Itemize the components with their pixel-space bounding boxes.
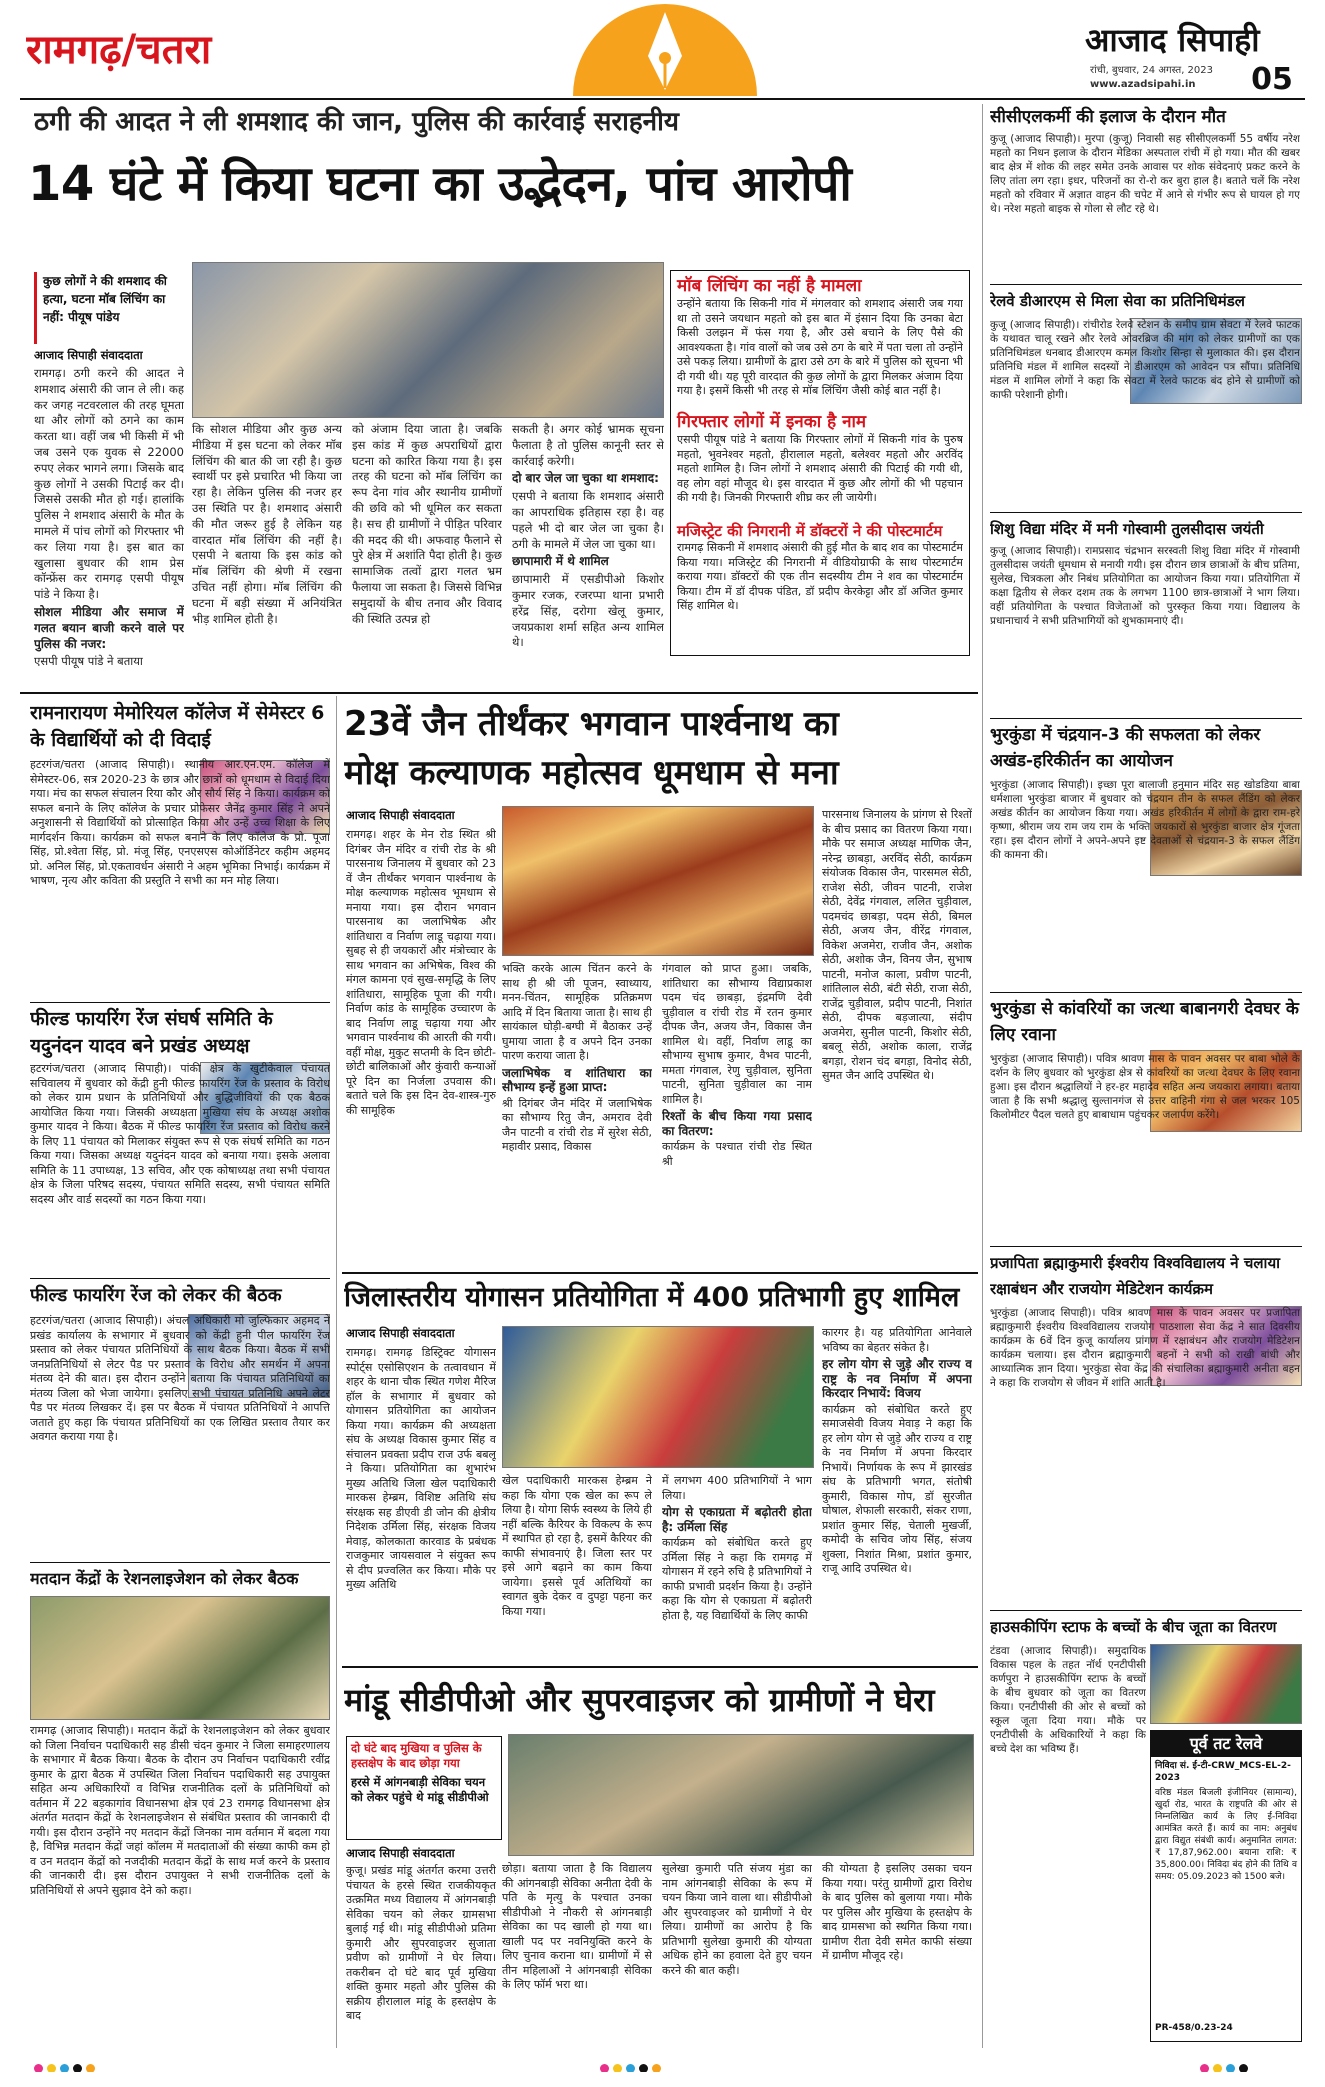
box-mob-lynching-text: उन्होंने बताया कि सिकनी गांव में मंगलवार को शमशाद अंसारी जब गया था तो उसने जयधान महतो को इस बात में इंसान दिया कि उनका बेटा किसी उलझन में फंस गया है, और उसे बचाने के लिए पैसे की आवश्यकता है। गांव वालों को जब उसे ठग के बारे में पता चला तो उन्होंने उसे पकड़ लिया। ग्रामीणों के द्वारा उसे ठग के बारे में पुलिस को सूचना भी दी गयी थी। यह पूरी वारदात की कुछ लोगों के द्वारा मिलकर अंजाम दिया गया है। इसमें किसी भी तरह से मॉब लिंचिंग जैसी कोई बात नहीं है। <box>677 297 963 397</box>
right-r1-text: कुजू (आजाद सिपाही)। मुरपा (कुजू) निवासी सह सीसीएलकर्मी 55 वर्षीय नरेश महतो का निधन इलाज के दौरान मेडिका अस्पताल रांची में हो गया। मौत की खबर बाद क्षेत्र में शोक की लहर समेत उनके आवास पर शोक संवेदनाएं प्रकट करने के लिए तांता लग रहा। इधर, परिजनों का रो-रो कर बुरा हाल है। बताते चलें कि नरेश महतो को रविवार में अज्ञात वाहन की चपेट में आने से गंभीर रूप से घायल हो गए थे। नरेश महतो बाइक से गोला से लौट रहे थे। <box>990 133 1300 215</box>
right-rule-4 <box>990 992 1302 993</box>
lead-col3: को अंजाम दिया जाता है। जबकि इस कांड में कुछ अपराधियों द्वारा घटना को कारित किया गया है। इस तरह की घटना को मॉब लिंचिंग का रूप देना गांव और स्थानीय ग्रामीणों की छवि को भी धूमिल कर सकता है। सच ही ग्रामीणों ने पीड़ित परिवार की मदद की थी। अफवाह फैलाने से पुरे क्षेत्र में अशांति पैदा होती है। कुछ सामाजिक तत्वों द्वारा गलत भ्रम फैलाया जा सकता है। जिससे विभिन्न समुदायों के बीच तनाव और विवाद की स्थिति उत्पन्न हो <box>352 422 502 626</box>
left-s2-text: हटरगंज/चतरा (आजाद सिपाही)। पांकी क्षेत्र के खुटीकेवाल पंचायत सचिवालय में बुधवार को केंद्री हुनी फील्ड फायरिंग रेंज के प्रस्ताव के विरोध को लेकर ग्राम प्रधान के प्रतिनिधियों और बुद्धिजीवियों की एक बैठक आयोजित किया गया। जिसकी अध्यक्षता मुखिया संघ के अध्यक्ष अशोक कुमार यादव ने किया। बैठक में फील्ड फायरिंग रेंज प्रस्ताव को विरोध करने के लिए 11 पंचायत को मिलाकर संयुक्त रूप से एक संघर्ष समिति का गठन किया गया। जिसका अध्यक्ष यदुनंदन यादव को बनाया गया। इसके अलावा समिति के 11 उपाध्यक्ष, 13 सचिव, और एक कोषाध्यक्ष तथा सभी पंचायत क्षेत्र के जिला परिषद सदस्य, पंचायत समिति सदस्य, सभी पंचायत समिति सदस्य और वार्ड सदस्यों का गठन किया गया। <box>30 1062 330 1206</box>
box-postmortem-text: रामगढ़ सिकनी में शमशाद अंसारी की हुई मौत के बाद शव का पोस्टमार्टम किया गया। मजिस्ट्रेट की निगरानी में वीडियोग्राफी के साथ पोस्टमार्टम कराया गया। डॉक्टरों की एक तीन सदस्यीय टीम ने शव का पोस्टमार्टम किया। टीम में डॉ दीपक पंडित, डॉ प्रदीप केरकेट्टा और डॉ अजित कुमार सिंह शामिल थे। <box>677 541 963 612</box>
ad-title: पूर्व तट रेलवे <box>1151 1731 1301 1757</box>
yoga-col2: खेल पदाधिकारी मारकस हेम्ब्रम ने कहा कि योगा एक खेल का रूप ले लिया है। योगा सिर्फ स्वस्थ्य के लिये ही नहीं बल्कि कैरियर के विकल्प के रूप में स्थापित हो रहा है, इसमें कैरियर की काफी संभावनाएं है। जिला स्तर पर इसे आगे बढ़ाने का काम किया जायेगा। इससे पूर्व अतिथियों का स्वागत बुके देकर व दुपट्टा पहना कर किया गया। <box>502 1474 652 1618</box>
pen-nib-logo <box>560 0 770 96</box>
right-r7-photo-shoes <box>1150 1644 1302 1724</box>
mandu-col4: की योग्यता है इसलिए उसका चयन किया गया। परंतु ग्रामीणों द्वारा विरोध के बाद पुलिस को बुलाया गया। मौके पर पुलिस और मुखिया के हस्तक्षेप के बाद ग्रामसभा को स्थगित किया गया। ग्रामीण रीता देवी समेत काफी संख्या में ग्रामीण मौजूद रहे। <box>822 1862 972 1962</box>
masthead <box>0 0 1325 96</box>
left-s4-photo-meeting <box>30 1596 330 1720</box>
mandu-highlight-box <box>346 1736 502 1840</box>
yoga-bottom-rule <box>342 1666 978 1668</box>
yoga-col4: कारगर है। यह प्रतियोगिता आनेवाले भविष्य का बेहतर संकेत है। हर लोग योग से जुड़े और राज्य व राष्ट्र के नव निर्माण में अपना किरदार निभायें: विजय कार्यक्रम को संबोधित करते हुए समाजसेवी विजय मेवाड़ ने कहा कि हर लोग योग से जुड़े और राज्य व राष्ट्र के नव निर्माण में अपना किरदार निभायें। निर्णायक के रूप में झारखंड संघ के प्रतिभागी भगत, संतोषी कुमारी, विकास गोप, डॉ सुरजीत घोषाल, शेफाली सरकारी, संकर राणा, प्रशांत कुमार सिंह, चेताली मुखर्जी, कमोदी के सचिव जोय सिंह, संजय शुक्ला, निशांत मिश्रा, प्रशांत कुमार, राजू आदि उपस्थित थे। <box>822 1326 972 1575</box>
right-r3-text: कुजू (आजाद सिपाही)। रामप्रसाद चंद्रभान सरस्वती शिशु विद्या मंदिर में गोस्वामी तुलसीदास जयंती धूमधाम से मनायी गयी। इस दौरान छात्र छात्राओं के बीच प्रतिमा, सुलेख, चित्रकला और निबंध प्रतियोगिता का आयोजन किया गया। प्रतियोगिता में कक्षा द्वितीय से लेकर दशम तक के लगभग 1100 छात्र-छात्राओं ने भाग लिया। वहीं प्रतियोगिता के पश्चात विजेताओं को पुरस्कृत किया गया। विद्यालय के प्रधानाचार्य ने सभी प्रतिभागियों को शुभकामनाएं दी। <box>990 545 1300 627</box>
jain-headline-line2: मोक्ष कल्याणक महोत्सव धूमधाम से मना <box>344 753 839 793</box>
right-r5-headline: भुरकुंडा से कांवरियों का जत्था बाबानगरी देवघर के लिए रवाना <box>990 999 1299 1045</box>
lead-sidebar-box <box>670 270 970 656</box>
section-title: रामगढ़/चतरा <box>26 27 212 73</box>
right-r7-headline: हाउसकीपिंग स्टाफ के बच्चों के बीच जूता का वितरण <box>990 1618 1277 1636</box>
ad-footer: PR-458/0.23-24 <box>1155 2023 1233 2033</box>
lead-headline: 14 घंटे में किया घटना का उद्भेदन, पांच आरोपी <box>28 156 852 212</box>
lead-col4: सकती है। अगर कोई भ्रामक सूचना फैलाता है तो पुलिस कानूनी स्तर से कार्रवाई करेगी। दो बार जेल जा चुका था शमशाद: एसपी ने बताया कि शमशाद अंसारी का आपराधिक इतिहास रहा है। वह पहले भी दो बार जेल जा चुका है। ठगी के मामले में जेल जा चुका था। छापामारी में थे शामिल छापामारी में एसडीपीओ किशोर कुमार रजक, रजरप्पा थाना प्रभारी हरेंद्र सिंह, दरोगा खेलू कुमार, जयप्रकाश शर्मा सहित अन्य शामिल थे। <box>512 422 664 650</box>
mandu-headline: मांडू सीडीपीओ और सुपरवाइजर को ग्रामीणों ने घेरा <box>344 1681 935 1719</box>
jain-byline: आजाद सिपाही संवाददाता <box>346 808 455 822</box>
lead-col1: रामगढ़। ठगी करने की आदत ने शमशाद अंसारी की जान ले ली। कह कर जगह नटवरलाल की तरह घूमता था और लोगों को ठगने का काम करता था। वहीं जब भी किसी में भी जब उसने एक युवक से 22000 रुपए लेकर भागने लगा। जिसके बाद कुछ लोगों ने उसकी पिटाई कर दी। जिससे उसकी मौत हो गई। हालांकि पुलिस ने शमशाद अंसारी के मौत के मामले में पांच लोगों को गिरफ्तार भी कर लिया गया है। इस बात का खुलासा बुधवार की शाम प्रेस कॉन्फ्रेंस कर रामगढ़ एसपी पीयूष पांडे ने किया है। सोशल मीडिया और समाज में गलत बयान बाजी करने वाले पर पुलिस की नजर: एसपी पीयूष पांडे ने बताया <box>34 366 184 669</box>
right-rule-5 <box>990 1246 1302 1247</box>
right-r1-headline: सीसीएलकर्मी की इलाज के दौरान मौत <box>990 107 1226 127</box>
right-r2-text: कुजू (आजाद सिपाही)। रांचीरोड रेलवे स्टेशन के समीप ग्राम सेवटा में रेलवे फाटक के यथावत चालू रखने और रेलवे ओवरब्रिज की मांग को लेकर ग्रामीणों का एक प्रतिनिधिमंडल धनबाद डीआरएम कमल किशोर सिन्हा से मुलाकात की। इस दौरान प्रतिनिधि मंडल में शामिल सदस्यों ने डीआरएम को आवेदन पत्र सौंपा। प्रतिनिधि मंडल में शामिल लोगों ने कहा कि सेवटा में रेलवे फाटक बंद होने से ग्रामीणों को काफी परेशानी होगी। <box>990 319 1300 401</box>
left-rule-1 <box>30 1002 330 1003</box>
right-rule-1 <box>990 284 1302 285</box>
left-rule-2 <box>30 1278 330 1279</box>
right-rule-6 <box>990 1610 1302 1611</box>
jain-col4: पारसनाथ जिनालय के प्रांगण से रिश्तों के बीच प्रसाद का वितरण किया गया। मौके पर समाज अध्यक्ष माणिक जैन, नरेन्द्र छाबड़ा, अरविंद सेठी, कार्यक्रम संयोजक विकास जैन, पारसमल सेठी, राजेश सेठी, जीवन पाटनी, राजेश सेठी, देवेंद्र गंगवाल, ललित चुड़ीवाल, पदमचंद छाबड़ा, पदम सेठी, बिमल सेठी, अजय जैन, वीरेंद्र गंगवाल, विकेश अजमेरा, राजीव जैन, अशोक सेठी, अशोक जैन, विनय जैन, सुभाष पाटनी, मनोज काला, प्रवीण पाटनी, शांतिलाल सेठी, बंटी सेठी, राजा सेठी, राजेंद्र चुड़ीवाल, प्रदीप पाटनी, निशांत सेठी, दीपक बड़जात्या, संदीप अजमेरा, सुनील पाटनी, किशोर सेठी, बबलू सेठी, अशोक काला, राजेंद्र बगड़ा, रोशन चंद बगड़ा, विनोद सेठी, सुमत जैन आदि उपस्थित थे। <box>822 808 972 1082</box>
right-rule-3 <box>990 718 1302 719</box>
left-column-divider <box>336 696 337 2048</box>
left-s2-headline: फील्ड फायरिंग रेंज संघर्ष समिति के यदुनंदन यादव बने प्रखंड अध्यक्ष <box>30 1008 273 1057</box>
yoga-col3: में लगभग 400 प्रतिभागियों ने भाग लिया। योग से एकाग्रता में बढ़ोतरी होता है: उर्मिला सिंह कार्यक्रम को संबोधित करते हुए उर्मिला सिंह ने कहा कि रामगढ़ में योगासन में रहने रुचि है प्रतिभागियों ने काफी प्रभावी प्रदर्शन किया है। उन्होंने कहा कि योग से एकाग्रता में बढ़ोतरी होता है, यह विद्यार्थियों के लिए काफी <box>662 1474 812 1622</box>
jain-col3: गंगवाल को प्राप्त हुआ। जबकि, शांतिधारा का सौभाग्य विद्याप्रकाश पदम चंद छाबड़ा, इंद्रमणि देवी चुड़ीवाल व रांची रोड में रतन कुमार दीपक जैन, अजय जैन, विकास जैन शामिल थे। वहीं, निर्वाण लाडू का सौभाग्य सुभाष कुमार, वैभव पाटनी, ममता गंगवाल, रेणु चुड़ीवाल, सुनिता पाटनी, सुनिता चुड़ीवाल का नाम शामिल है। रिश्तों के बीच किया गया प्रसाद का वितरण: कार्यक्रम के पश्चात रांची रोड स्थित श्री <box>662 962 812 1168</box>
page-number: 05 <box>1251 64 1293 96</box>
jain-photo-ritual <box>502 806 814 956</box>
left-s4-text: रामगढ़ (आजाद सिपाही)। मतदान केंद्रों के रेशनलाइजेशन को लेकर बुधवार को जिला निर्वाचन पदाधिकारी सह डीसी चंदन कुमार ने जिला समाहरणालय के सभागार में बैठक किया। बैठक के दौरान उप निर्वाचन पदाधिकारी रवींद्र कुमार के द्वारा बैठक में उपस्थित जिला निर्वाचन पदाधिकारी सह उपायुक्त सहित अन्य अधिकारियों व विभिन्न राजनीतिक दलों के प्रतिनिधियों को वर्तमान में 22 बड़कागांव विधानसभा क्षेत्र एवं 23 रामगढ़ विधानसभा क्षेत्र अंतर्गत मतदान केंद्रों के रेशनलाइजेशन से संबंधित प्रस्ताव की जानकारी दी गयी। इस दौरान उन्होंने नए मतदान केंद्रों जिनका नाम वर्तमान में बदला गया है, विभिन्न मतदान केंद्रों जहां कॉलम में मतदाताओं की संख्या काफी कम हो व उन मतदान केंद्रों को नजदीकी मतदान केंद्रों के साथ मर्ज करने के प्रस्ताव की जानकारी दी। इस दौरान उपायुक्त ने सभी राजनीतिक दलों के प्रतिनिधियों से अपने सुझाव देने को कहा। <box>30 1724 330 1897</box>
mandu-byline: आजाद सिपाही संवाददाता <box>346 1846 455 1860</box>
railway-tender-ad <box>1150 1730 1302 2042</box>
right-r4-text: भुरकुंडा (आजाद सिपाही)। इच्छा पूरा बालाजी हनुमान मंदिर सह खोडडिया बाबा धर्मशाला भुरकुंडा बाजार में बुधवार को चंद्रयान तीन के सफल लैंडिंग को लेकर अखंड कीर्तन का आयोजन किया गया। अखंड हरिकीर्तन में लोगों के द्वारा राम-हरे कृष्णा, श्रीराम जय राम जय राम के भक्ति जयकारों से भुरकुंडा बाजार क्षेत्र गूंजता रहा। इस दौरान लोगों ने अपने-अपने इष्ट देवताओं से चंद्रयान-3 के सफल लैंडिंग की कामना की। <box>990 779 1300 861</box>
left-s3-headline: फील्ड फायरिंग रेंज को लेकर की बैठक <box>30 1285 282 1306</box>
left-rule-3 <box>30 1562 330 1563</box>
box-arrested-text: एसपी पीयूष पांडे ने बताया कि गिरफ्तार लोगों में सिकनी गांव के पुरुष महतो, भुवनेश्वर महतो, हीरालाल महतो, बलेश्वर महतो और अरविंद महतो शामिल है। जिन लोगों ने शमशाद अंसारी की पिटाई की गयी थी, वह लोग वहां मौजूद थे। इस वारदात में कुछ और लोगों की भी पहचान की गयी है। जिनकी गिरफ्तारी शीघ्र कर ली जायेगी। <box>677 433 963 504</box>
jain-headline-line1: 23वें जैन तीर्थंकर भगवान पार्श्वनाथ का <box>344 704 839 744</box>
right-r4-headline: भुरकुंडा में चंद्रयान-3 की सफलता को लेकर अखंड-हरिकीर्तन का आयोजन <box>990 725 1261 771</box>
mandu-col2: छोड़ा। बताया जाता है कि विद्यालय की आंगनबाड़ी सेविका अनीता देवी के पति के मृत्यु के पश्चात उनका सीडीपीओ ने नौकरी से आंगनबाड़ी सेविका का पद खाली हो गया था। खाली पद पर नवनियुक्ति करने के लिए चुनाव कराना था। ग्रामीणों में से तीन महिलाओं ने आंगनबाड़ी सेविका के लिए फॉर्म भरा था। <box>502 1862 652 1991</box>
right-r6-headline: प्रजापिता ब्रह्माकुमारी ईश्वरीय विश्वविद्यालय ने चलाया रक्षाबंधन और राजयोग मेडिटेशन कार्यक्रम <box>990 1254 1281 1298</box>
mandu-photo-villagers <box>508 1734 974 1856</box>
footer-color-dots-left <box>34 2058 234 2072</box>
box-arrested-title: गिरफ्तार लोगों में इनका है नाम <box>677 412 867 432</box>
jain-col2: भक्ति करके आत्म चिंतन करने के साथ ही श्री जी पूजन, स्वाध्याय, मनन-चिंतन, सामूहिक प्रतिक्रमण आदि में दिन बिताया जाता है। साथ ही सायंकाल घोड़ी-बग्घी में बैठाकर उन्हें घुमाया जाता है व अपने दिन उनका पारण कराया जाता है। जलाभिषेक व शांतिधारा का सौभाग्य इन्हें हुआ प्राप्त: श्री दिगंबर जैन मंदिर में जलाभिषेक का सौभाग्य रितु जैन, अमराव देवी जैन पाटनी व रांची रोड में सुरेश सेठी, महावीर प्रसाद, विकास <box>502 962 652 1153</box>
yoga-photo-event <box>502 1326 814 1468</box>
lead-byline: आजाद सिपाही संवाददाता <box>34 348 143 362</box>
yoga-headline: जिलास्तरीय योगासन प्रतियोगिता में 400 प्रतिभागी हुए शामिल <box>344 1282 960 1313</box>
newspaper-name: आजाद सिपाही <box>1085 21 1260 59</box>
ad-subtitle: निविदा सं. ई-टी-CRW_MCS-EL-2-2023 <box>1155 1761 1291 1783</box>
lead-col2: कि सोशल मीडिया और कुछ अन्य मीडिया में इस घटना को लेकर मॉब लिंचिंग की बात की जा रही है। कुछ स्वार्थी पर इसे प्रचारित भी किया जा रहा है। लेकिन पुलिस की नजर हर उस स्थिति पर है। शमशाद अंसारी की मौत जरूर हुई है लेकिन यह वारदात मॉब लिंचिंग की नहीं है। एसपी ने बताया कि इस कांड को मॉब लिंचिंग की श्रेणी में रखना उचित नहीं होगा। मॉब लिंचिंग की घटना में बड़ी संख्या में अनियंत्रित भीड़ शामिल होती है। <box>192 422 342 626</box>
right-r3-headline: शिशु विद्या मंदिर में मनी गोस्वामी तुलसीदास जयंती <box>990 520 1264 538</box>
yoga-byline: आजाद सिपाही संवाददाता <box>346 1326 455 1340</box>
box-mob-lynching-title: मॉब लिंचिंग का नहीं है मामला <box>677 276 862 296</box>
right-r2-headline: रेलवे डीआरएम से मिला सेवा का प्रतिनिधिमंडल <box>990 292 1245 310</box>
lead-kicker: ठगी की आदत ने ली शमशाद की जान, पुलिस की कार्रवाई सराहनीय <box>34 107 679 137</box>
mandu-col3: सुलेखा कुमारी पति संजय मुंडा का नाम आंगनबाड़ी सेविका के रूप में चयन किया जाने वाला था। सीडीपीओ और सुपरवाइजर को ग्रामीणों ने घेर लिया। ग्रामीणों का आरोप है कि प्रतिभागी सुलेखा कुमारी की योग्यता अधिक होने का हवाला देते हुए चयन करने की बात कही। <box>662 1862 812 1977</box>
ad-body: वरिष्ठ मंडल बिजली इंजीनियर (सामान्य), खुर्दा रोड, भारत के राष्ट्रपति की ओर से निम्नलिखित कार्य के लिए ई-निविदा आमंत्रित करते हैं। कार्य का नाम: अनुबंध द्वारा विद्युत संबंधी कार्य। अनुमानित लागत: ₹ 17,87,962.00। बयाना राशि: ₹ 35,800.00। निविदा बंद होने की तिथि व समय: 05.09.2023 को 1500 बजे। <box>1155 1788 1297 1882</box>
masthead-rule <box>20 98 1305 100</box>
left-s3-text: हटरगंज/चतरा (आजाद सिपाही)। अंचल अधिकारी मो जुल्फिकार अहमद ने प्रखंड कार्यालय के सभागार में बुधवार को केंद्री हुनी पील फायरिंग रेंज प्रस्ताव को लेकर पंचायत प्रतिनिधियों के साथ बैठक किया। बैठक में सभी जनप्रतिनिधियों से लेटर पैड पर प्रस्ताव के विरोध और समर्थन में अपना मंतव्य देने की बात। इस दौरान उन्होंने बताया कि पंचायत प्रतिनिधियों का मंतव्य जिला को भेजा जायेगा। इसलिए सभी पंचायत प्रतिनिधि अपने लेटर पैड पर मंतव्य लिखकर दें। इस पर बैठक में पंचायत प्रतिनिधियों ने आपत्ति जताते हुए कहा कि पंचायत प्रतिनिधियों का एक लिखित प्रस्ताव तैयार कर अवगत कराया गया है। <box>30 1314 330 1443</box>
footer-color-dots-center <box>600 2058 800 2072</box>
left-s1-headline: रामनारायण मेमोरियल कॉलेज में सेमेस्टर 6 के विद्यार्थियों को दी विदाई <box>30 702 325 751</box>
right-column-divider <box>982 104 983 2048</box>
yoga-col1: रामगढ़। रामगढ़ डिस्ट्रिक्ट योगासन स्पोर्ट्स एसोसिएशन के तत्वावधान में शहर के थाना चौक स्थित गणेश मैरिज हॉल के सभागार में बुधवार को योगासन प्रतियोगिता का आयोजन किया गया। कार्यक्रम की अध्यक्षता संघ के अध्यक्ष विकास कुमार सिंह व संचालन प्रवक्ता प्रदीप राज उर्फ बबलू ने किया। प्रतियोगिता का शुभारंभ मुख्य अतिथि जिला खेल पदाधिकारी मारकस हेम्ब्रम, विशिष्ट अतिथि संघ संरक्षक सह डीएवी डी जोन की क्षेत्रीय निदेशक उर्मिला सिंह, संरक्षक विजय मेवाड़, कोलकाता कारवाड के प्रबंधक राजकुमार जायसवाल ने संयुक्त रूप से दीप प्रज्वलित कर किया। मौके पर मुख्य अतिथि <box>346 1346 496 1591</box>
jain-col1: रामगढ़। शहर के मेन रोड स्थित श्री दिगंबर जैन मंदिर व रांची रोड के श्री पारसनाथ जिनालय में बुधवार को 23 वें जैन तीर्थंकर भगवान पार्श्वनाथ के मोक्ष कल्याणक महोत्सव भूमधाम से मनाया गया। इस दौरान भगवान पारसनाथ का जलाभिषेक और शांतिधारा व निर्वाण लाडू चढ़ाया गया। सुबह से ही जयकारों और मंत्रोच्चार के साथ भगवान का अभिषेक, विश्व की मंगल कामना एवं सुख-समृद्धि के लिए शांतिधारा, सामूहिक पूजा की गयी। निर्वाण कांड के सामूहिक उच्चारण के बाद निर्वाण लाडू चढ़ाया गया और भगवान पार्श्वनाथ की आरती की गयी। वहीं मोक्ष, मुकुट सप्तमी के दिन छोटी-छोटी बालिकाओं और कुंवारी कन्याओं पूरे दिन का निर्जला उपवास की। बताते चले कि इस दिन देव-शास्त्र-गुरु की सामूहिक <box>346 828 496 1117</box>
footer-color-dots-right <box>1200 2058 1310 2072</box>
right-r7-text-tail <box>990 1888 1146 2042</box>
left-s4-headline: मतदान केंद्रों के रेशनलाइजेशन को लेकर बैठक <box>30 1569 299 1588</box>
right-r5-text: भुरकुंडा (आजाद सिपाही)। पवित्र श्रावण मास के पावन अवसर पर बाबा भोले के दर्शन के लिए बुधवार को भुरकुंडा क्षेत्र से कांवरियों का जत्था देवघर के लिए रवाना हुआ। इस दौरान श्रद्धालियों ने हर-हर महादेव सहित अन्य जयकारा लगाया। बताया जाता है कि सभी श्रद्धालु सुल्तानगंज से उत्तर वाहिनी गंगा से जल भरकर 105 किलोमीटर पैदल चलते हुए बाबाधाम पहुंचकर जलार्पण करेंगे। <box>990 1053 1300 1121</box>
box-postmortem-title: मजिस्ट्रेट की निगरानी में डॉक्टरों ने की पोस्टमार्टम <box>677 522 943 540</box>
jain-bottom-rule <box>342 1272 978 1274</box>
right-r7-text: टंडवा (आजाद सिपाही)। समुदायिक विकास पहल के तहत नॉर्थ एनटीपीसी कर्णपुरा ने हाउसकीपिंग स्टाफ के बच्चों के बीच बुधवार को जूता का वितरण किया। एनटीपीसी की ओर से बच्चों को स्कूल जूता दिया गया। मौके पर एनटीपीसी के अधिकारियों ने कहा कि बच्चे देश का भविष्य हैं। <box>990 1645 1146 1755</box>
dateline: रांची, बुधवार, 24 अगस्त, 2023 <box>1090 65 1214 76</box>
right-rule-2 <box>990 512 1302 513</box>
mandu-highlight-2: हरसे में आंगनबाड़ी सेविका चयन को लेकर पहुंचे थे मांडू सीडीपीओ <box>351 1775 489 1804</box>
left-s1-text: हटरगंज/चतरा (आजाद सिपाही)। स्थानीय आर.एन.एम. कॉलेज में सेमेस्टर-06, सत्र 2020-23 के छात्र और छात्रों को धूमधाम से विदाई दिया गया। मंच का सफल संचालन रिया कौर और सौर्य सिंह ने किया। कार्यक्रम को सफल बनाने के लिए कॉलेज के प्रचार प्रोफेसर जैनेंद्र कुमार सिंह ने अपने अनुशासनी से विद्यार्थियों को प्रोत्साहित किया और उन्हें उच्च शिक्षा के लिए मार्गदर्शन किया। कार्यक्रम को सफल बनाने के लिए कॉलेज के प्रो. पूजा सिंह, प्रो.श्वेता सिंह, प्रो. मंजू सिंह, एनएसएस कोऑर्डिनेटर कहीम अहमद प्रो. अनिल सिंह, प्रो.एकतावर्धन अंसारी ने अहम भूमिका निभाई। कार्यक्रम में भाषण, नृत्य और कविता की प्रस्तुति ने सभी का मन मोह लिया। <box>30 758 330 887</box>
mandu-col1: कुजू। प्रखंड मांडू अंतर्गत करमा उत्तरी पंचायत के हरसे स्थित राजकीयकृत उत्क्रमित मध्य विद्यालय में आंगनबाड़ी सेविका चयन को लेकर ग्रामसभा बुलाई गई थी। मांडू सीडीपीओ प्रतिमा कुमारी और सुपरवाइजर सुजाता प्रवीण को ग्रामीणों ने घेर लिया। तकरीबन दो घंटे बाद पूर्व मुखिया शक्ति कुमार महतो और पुलिस की सक्रीय हीरालाल मांडू के हस्तक्षेप के बाद <box>346 1864 496 2022</box>
right-r6-text: भुरकुंडा (आजाद सिपाही)। पवित्र श्रावण मास के पावन अवसर पर प्रजापिता ब्रह्माकुमारी ईश्वरीय विश्वविद्यालय राजयोग पाठशाला सेवा केंद्र ने सात दिवसीय कार्यक्रम के 6वें दिन कुजू कार्यालय प्रांगण में रक्षाबंधन और राजयोग मेडिटेशन कार्यक्रम चलाया। इस दौरान ब्रह्माकुमारी बहनों ने सभी को राखी बांधी और आध्यात्मिक ज्ञान दिया। भुरकुंडा सेवा केंद्र की संचालिका ब्रह्माकुमारी अनीता बहन ने कहा कि राजयोग से जीवन में शांति आती है। <box>990 1307 1300 1389</box>
mandu-highlight-1: दो घंटे बाद मुखिया व पुलिस के हस्तक्षेप के बाद छोड़ा गया <box>351 1741 482 1770</box>
lead-pull-quote: कुछ लोगों ने की शमशाद की हत्या, घटना मॉब लिंचिंग का नहीं: पीयूष पांडेय <box>34 272 184 344</box>
lead-photo-press-conference <box>192 262 664 418</box>
lead-bottom-rule <box>20 692 978 694</box>
website: www.azadsipahi.in <box>1090 79 1196 90</box>
